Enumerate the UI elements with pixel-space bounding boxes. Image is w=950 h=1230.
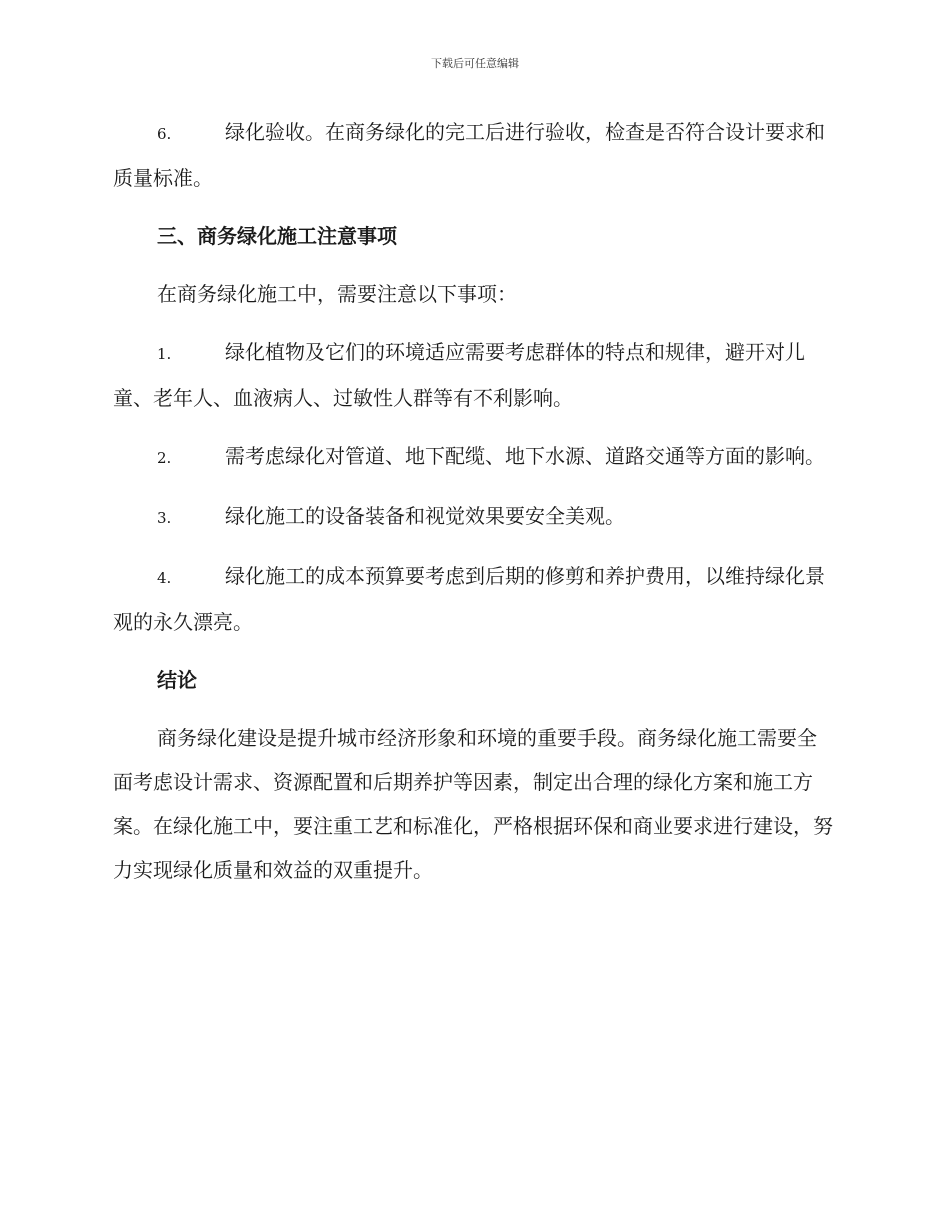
document-body: [113, 110, 833, 892]
list-number: 6.: [157, 125, 172, 143]
section-intro: 在商务绿化施工中，需要注意以下事项：: [157, 282, 517, 306]
page-header: 下载后可任意编辑: [431, 57, 519, 70]
list-item-text: 绿化验收。在商务绿化的完工后进行验收，检查是否符合设计要求和质量标准。: [113, 120, 825, 190]
list-item-3: [113, 494, 833, 540]
list-number: 3.: [157, 509, 172, 527]
list-number: 2.: [157, 449, 172, 467]
list-number: 1.: [157, 345, 172, 363]
list-item-text: 绿化施工的成本预算要考虑到后期的修剪和养护费用，以维持绿化景观的永久漂亮。: [113, 564, 825, 634]
list-item-text: 绿化植物及它们的环境适应需要考虑群体的特点和规律，避开对儿童、老年人、血液病人、过敏性人群等有不利影响。: [113, 340, 805, 410]
list-number: 4.: [157, 569, 172, 587]
list-item-6: [113, 110, 833, 200]
conclusion-heading: 结论: [157, 668, 197, 692]
list-item-text: 绿化施工的设备装备和视觉效果要安全美观。: [225, 504, 625, 528]
section-heading-3: 三、商务绿化施工注意事项: [157, 224, 397, 248]
list-item-text: 需考虑绿化对管道、地下配缆、地下水源、道路交通等方面的影响。: [225, 444, 825, 468]
list-item-2: [113, 434, 833, 480]
conclusion-paragraph: 商务绿化建设是提升城市经济形象和环境的重要手段。商务绿化施工需要全面考虑设计需求、资源配置和后期养护等因素，制定出合理的绿化方案和施工方案。在绿化施工中，要注重工艺和标准化，严格根据环保和商业要求进行建设，努力实现绿化质量和效益的双重提升。: [113, 726, 833, 882]
list-item-1: [113, 330, 833, 420]
list-item-4: [113, 554, 833, 644]
